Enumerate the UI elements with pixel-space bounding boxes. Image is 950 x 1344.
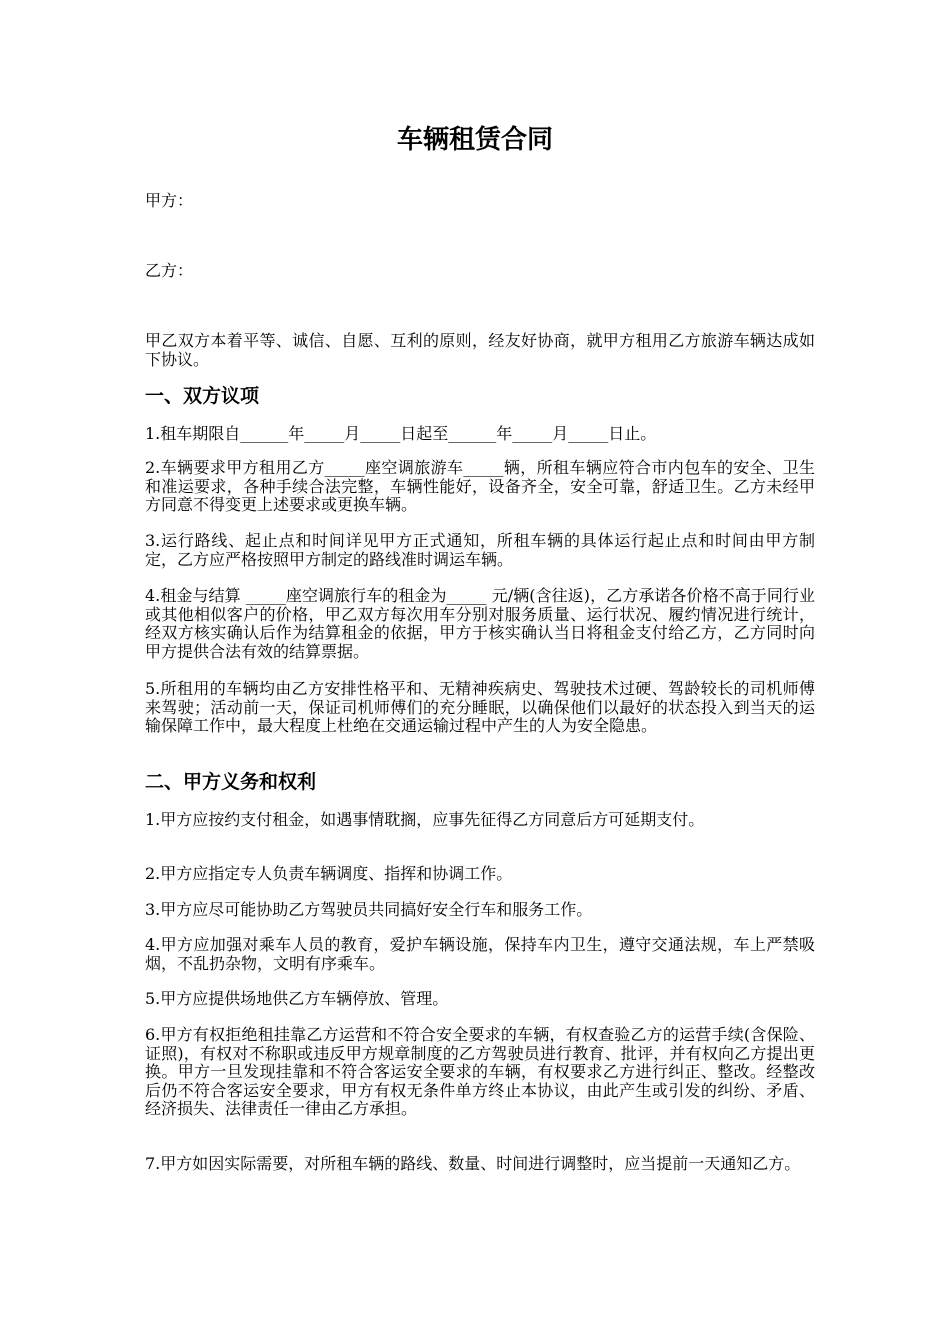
section2-item: 2.甲方应指定专人负责车辆调度、指挥和协调工作。 <box>145 864 513 883</box>
section2-item: 3.甲方应尽可能协助乙方驾驶员共同搞好安全行车和服务工作。 <box>145 900 593 919</box>
document-title: 车辆租赁合同 <box>396 125 553 155</box>
section2-item: 1.甲方应按约支付租金，如遇事情耽搁，应事先征得乙方同意后方可延期支付。 <box>145 810 705 829</box>
section2-item: 5.甲方应提供场地供乙方车辆停放、管理。 <box>145 989 449 1008</box>
party-b-label: 乙方： <box>145 261 194 280</box>
section1-item: 4.租金与结算 _____座空调旅行车的租金为_____ 元/辆(含往返)，乙方承诺各价格不高于同行业或其他相似客户的价格，甲乙双方每次用车分别对服务质量、运行状况、履约情况进行统计，经双方核实确认后作为结算租金的依据，甲方于核实确认当日将租金支付给乙方，乙方同时向甲方提供合法有效的结算票据。 <box>145 586 815 661</box>
section2-item: 4.甲方应加强对乘车人员的教育，爱护车辆设施，保持车内卫生，遵守交通法规，车上严禁吸烟，不乱扔杂物，文明有序乘车。 <box>145 935 815 973</box>
section1-item: 5.所租用的车辆均由乙方安排性格平和、无精神疾病史、驾驶技术过硬、驾龄较长的司机师傅来驾驶；活动前一天，保证司机师傅们的充分睡眠，以确保他们以最好的状态投入到当天的运输保障工作中，最大程度上杜绝在交通运输过程中产生的人为安全隐患。 <box>145 679 815 735</box>
section1-heading: 一、双方议项 <box>145 385 260 407</box>
section1-item: 1.租车期限自______年_____月_____日起至______年_____月_____日止。 <box>145 424 657 443</box>
intro-paragraph: 甲乙双方本着平等、诚信、自愿、互利的原则，经友好协商，就甲方租用乙方旅游车辆达成如下协议。 <box>145 331 815 369</box>
section1-item: 3.运行路线、起止点和时间详见甲方正式通知，所租车辆的具体运行起止点和时间由甲方制定，乙方应严格按照甲方制定的路线准时调运车辆。 <box>145 531 815 569</box>
party-a-label: 甲方： <box>145 191 194 210</box>
section2-heading: 二、甲方义务和权利 <box>145 771 317 793</box>
section1-item: 2.车辆要求甲方租用乙方_____座空调旅游车_____辆，所租车辆应符合市内包车的安全、卫生和准运要求，各种手续合法完整，车辆性能好，设备齐全，安全可靠，舒适卫生。乙方未经甲方同意不得变更上述要求或更换车辆。 <box>145 458 815 514</box>
section2-item: 6.甲方有权拒绝租挂靠乙方运营和不符合安全要求的车辆，有权查验乙方的运营手续(含保险、证照)，有权对不称职或违反甲方规章制度的乙方驾驶员进行教育、批评，并有权向乙方提出更换。甲方一旦发现挂靠和不符合客运安全要求的车辆，有权要求乙方进行纠正、整改。经整改后仍不符合客运安全要求，甲方有权无条件单方终止本协议，由此产生或引发的纠纷、矛盾、经济损失、法律责任一律由乙方承担。 <box>145 1025 815 1118</box>
section2-item: 7.甲方如因实际需要，对所租车辆的路线、数量、时间进行调整时，应当提前一天通知乙方。 <box>145 1154 801 1173</box>
